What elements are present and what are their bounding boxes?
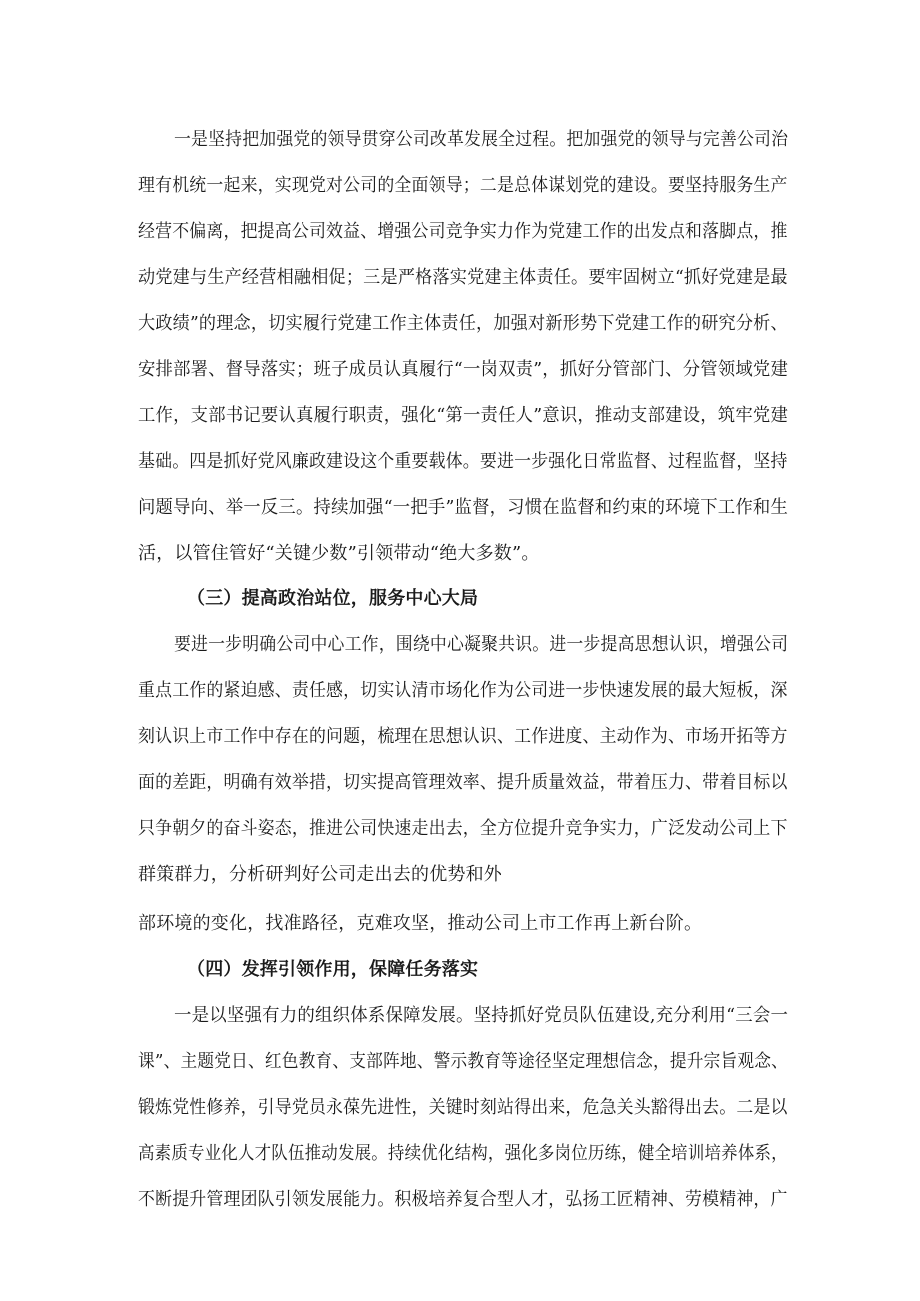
paragraph-1-line-10: 活，以管住管好“关键少数”引领带动“绝大多数”。	[138, 543, 540, 564]
paragraph-3-line-1: 一是以坚强有力的组织体系保障发展。坚持抓好党员队伍建设,充分利用“三会一	[174, 1005, 789, 1026]
paragraph-1-line-4: 动党建与生产经营相融相促；三是严格落实党建主体责任。要牢固树立“抓好党建是最	[138, 267, 788, 288]
paragraph-1-line-3: 经营不偏离，把提高公司效益、增强公司竞争实力作为党建工作的出发点和落脚点，推	[138, 221, 788, 242]
paragraph-2-line-2: 重点工作的紧迫感、责任感，切实认清市场化作为公司进一步快速发展的最大短板，深	[138, 680, 788, 701]
paragraph-2-line-7: 部环境的变化，找准路径，克难攻坚，推动公司上市工作再上新台阶。	[138, 913, 703, 934]
paragraph-1-line-7: 工作，支部书记要认真履行职责，强化“第一责任人”意识，推动支部建设，筑牢党建	[138, 405, 789, 426]
paragraph-1-line-5: 大政绩”的理念，切实履行党建工作主体责任，加强对新形势下党建工作的研究分析、	[138, 313, 788, 334]
paragraph-2-line-1: 要进一步明确公司中心工作，围绕中心凝聚共识。进一步提高思想认识，增强公司	[174, 634, 789, 655]
paragraph-1-line-8: 基础。四是抓好党风廉政建设这个重要载体。要进一步强化日常监督、过程监督，坚持	[138, 451, 788, 472]
paragraph-2-line-5: 只争朝夕的奋斗姿态，推进公司快速走出去，全方位提升竞争实力，广泛发动公司上下	[138, 818, 788, 839]
paragraph-2-line-6: 群策群力，分析研判好公司走出去的优势和外	[138, 864, 502, 885]
paragraph-3-line-4: 高素质专业化人才队伍推动发展。持续优化结构，强化多岗位历练，健全培训培养体系，	[138, 1143, 788, 1164]
paragraph-3-line-5: 不断提升管理团队引领发展能力。积极培养复合型人才，弘扬工匠精神、劳模精神，广	[138, 1189, 788, 1210]
paragraph-2-line-3: 刻认识上市工作中存在的问题，梳理在思想认识、工作进度、主动作为、市场开拓等方	[138, 726, 788, 747]
paragraph-1-line-9: 问题导向、举一反三。持续加强“一把手”监督，习惯在监督和约束的环境下工作和生	[138, 497, 789, 518]
paragraph-3-line-3: 锻炼党性修养，引导党员永葆先进性，关键时刻站得出来，危急关头豁得出去。二是以	[138, 1097, 788, 1118]
paragraph-1-line-2: 理有机统一起来，实现党对公司的全面领导；二是总体谋划党的建设。要坚持服务生产	[138, 175, 788, 196]
section-heading-4: （四）发挥引领作用，保障任务落实	[187, 959, 479, 980]
paragraph-3-line-2: 课”、主题党日、红色教育、支部阵地、警示教育等途径坚定理想信念，提升宗旨观念、	[138, 1051, 788, 1072]
paragraph-1-line-1: 一是坚持把加强党的领导贯穿公司改革发展全过程。把加强党的领导与完善公司治	[174, 129, 789, 150]
paragraph-1-line-6: 安排部署、督导落实；班子成员认真履行“一岗双责”，抓好分管部门、分管领域党建	[138, 359, 789, 380]
section-heading-3: （三）提高政治站位，服务中心大局	[187, 588, 479, 609]
paragraph-2-line-4: 面的差距，明确有效举措，切实提高管理效率、提升质量效益，带着压力、带着目标以	[138, 772, 788, 793]
